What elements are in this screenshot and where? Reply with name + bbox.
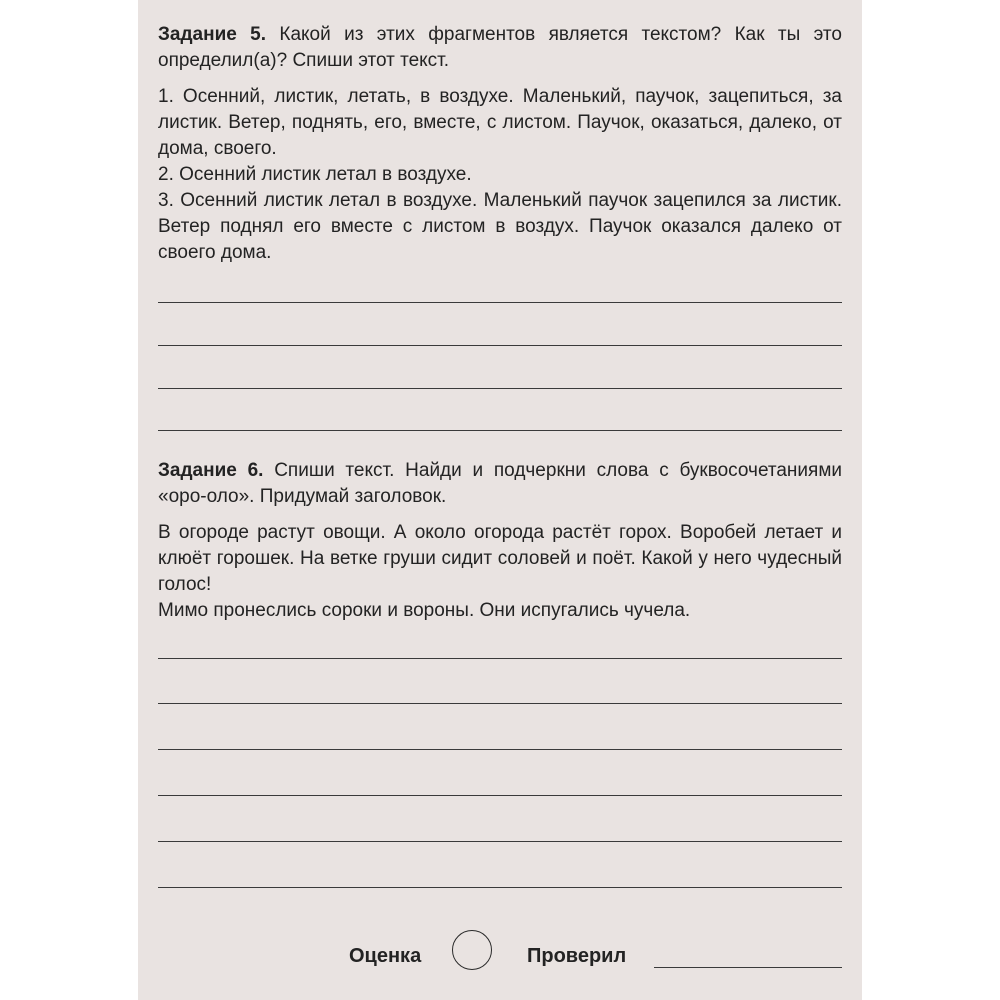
task-6-text-paragraph-2: Мимо пронеслись сороки и вороны. Они испугались чучела. bbox=[158, 600, 691, 621]
task-5-label: Задание 5. bbox=[158, 24, 267, 45]
writing-line[interactable] bbox=[158, 841, 842, 842]
task-6-heading bbox=[158, 458, 842, 510]
checked-by-label: Проверил bbox=[527, 945, 627, 967]
task-5 bbox=[158, 22, 842, 266]
task-6 bbox=[158, 458, 842, 624]
grade-circle[interactable] bbox=[452, 930, 492, 970]
writing-line[interactable] bbox=[158, 302, 842, 303]
writing-line[interactable] bbox=[158, 388, 842, 389]
writing-line[interactable] bbox=[158, 430, 842, 431]
task-5-heading bbox=[158, 22, 842, 74]
task-5-fragment-2: 2. Осенний листик летал в воздухе. bbox=[158, 164, 472, 185]
writing-line[interactable] bbox=[158, 749, 842, 750]
task-5-fragment-3: 3. Осенний листик летал в воздухе. Маленький паучок зацепился за листик. Ветер поднял его вместе с листом в воздух. Паучок оказался далеко от своего дома. bbox=[158, 190, 842, 263]
grade-label: Оценка bbox=[349, 945, 422, 967]
task-6-instruction: Спиши текст. Найди и подчеркни слова с буквосочетаниями «оро-оло». Придумай заголовок. bbox=[158, 460, 843, 507]
task-5-instruction: Какой из этих фрагментов является текстом? Как ты это определил(а)? Спиши этот текст. bbox=[158, 24, 842, 71]
task-5-fragment-1: 1. Осенний, листик, летать, в воздухе. Маленький, паучок, зацепиться, за листик. Ветер, поднять, его, вместе, с листом. Паучок, оказаться, далеко, от дома, своего. bbox=[158, 86, 842, 159]
writing-line[interactable] bbox=[158, 658, 842, 659]
writing-line[interactable] bbox=[158, 795, 842, 796]
task-6-text-paragraph-1: В огороде растут овощи. А около огорода растёт горох. Воробей летает и клюёт горошек. На ветке груши сидит соловей и поёт. Какой у него чудесный голос! bbox=[158, 522, 842, 595]
writing-line[interactable] bbox=[158, 345, 842, 346]
checked-by-line[interactable] bbox=[654, 967, 842, 968]
writing-line[interactable] bbox=[158, 887, 842, 888]
writing-line[interactable] bbox=[158, 703, 842, 704]
task-6-label: Задание 6. bbox=[158, 460, 264, 481]
